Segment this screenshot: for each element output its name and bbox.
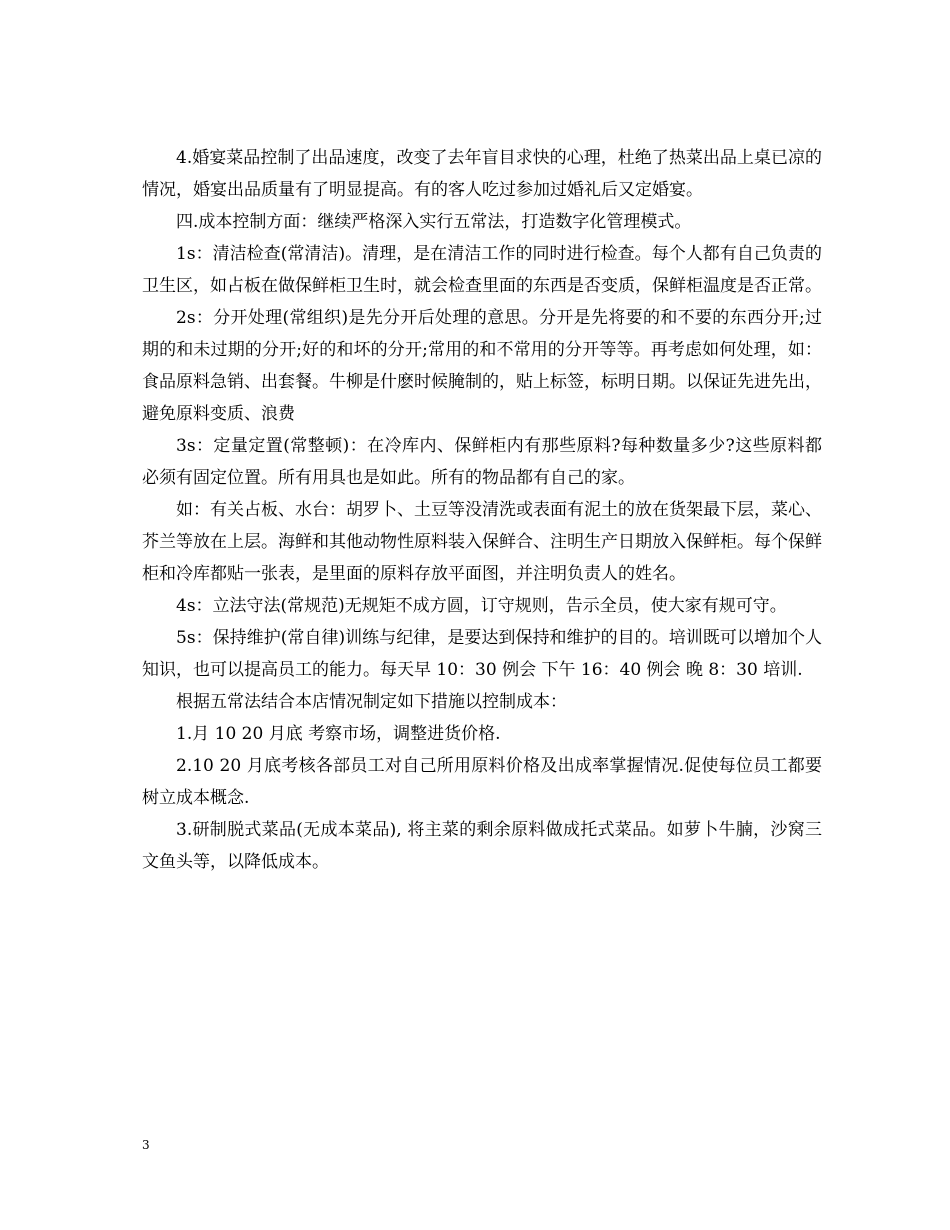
page-number: 3 <box>142 1138 150 1152</box>
paragraph-storage-example: 如：有关占板、水台：胡罗卜、土豆等没清洗或表面有泥土的放在货架最下层，菜心、芥兰等放在上层。海鲜和其他动物性原料装入保鲜合、注明生产日期放入保鲜柜。每个保鲜柜和冷库都贴一张表，是里面的原料存放平面图，并注明负责人的姓名。 <box>142 500 822 584</box>
paragraph-measure-3: 3.研制脱式菜品(无成本菜品), 将主菜的剩余原料做成托式菜品。如萝卜牛腩，沙窝三文鱼头等，以降低成本。 <box>142 820 822 872</box>
paragraph-5s-discipline: 5s：保持维护(常自律)训练与纪律，是要达到保持和维护的目的。培训既可以增加个人知识，也可以提高员工的能力。每天早 10：30 例会 下午 16：40 例会 晚 8：30 培训. <box>142 628 822 680</box>
paragraph-1s-cleaning: 1s：清洁检查(常清洁)。清理，是在清洁工作的同时进行检查。每个人都有自己负责的卫生区，如占板在做保鲜柜卫生时，就会检查里面的东西是否变质，保鲜柜温度是否正常。 <box>142 244 822 296</box>
paragraph-2s-sorting: 2s：分开处理(常组织)是先分开后处理的意思。分开是先将要的和不要的东西分开;过期的和未过期的分开;好的和坏的分开;常用的和不常用的分开等等。再考虑如何处理，如：食品原料急销、出套餐。牛柳是什麽时候腌制的，贴上标签，标明日期。以保证先进先出，避免原料变质、浪费 <box>142 308 822 424</box>
paragraph-4s-standards: 4s：立法守法(常规范)无规矩不成方圆，订守规则，告示全员，使大家有规可守。 <box>176 596 787 616</box>
paragraph-measure-2: 2.10 20 月底考核各部员工对自己所用原料价格及出成率掌握情况.促使每位员工都要树立成本概念. <box>142 756 822 808</box>
paragraph-measures-intro: 根据五常法结合本店情况制定如下措施以控制成本： <box>176 692 567 712</box>
document-body <box>142 142 822 878</box>
paragraph-measure-1: 1.月 10 20 月底 考察市场，调整进货价格. <box>176 724 501 744</box>
paragraph-cost-control-heading: 四.成本控制方面：继续严格深入实行五常法，打造数字化管理模式。 <box>176 212 692 232</box>
paragraph-wedding-dishes: 4.婚宴菜品控制了出品速度，改变了去年盲目求快的心理，杜绝了热菜出品上桌已凉的情况，婚宴出品质量有了明显提高。有的客人吃过参加过婚礼后又定婚宴。 <box>142 148 822 200</box>
paragraph-3s-arrangement: 3s：定量定置(常整顿)：在冷库内、保鲜柜内有那些原料?每种数量多少?这些原料都必须有固定位置。所有用具也是如此。所有的物品都有自己的家。 <box>142 436 822 488</box>
